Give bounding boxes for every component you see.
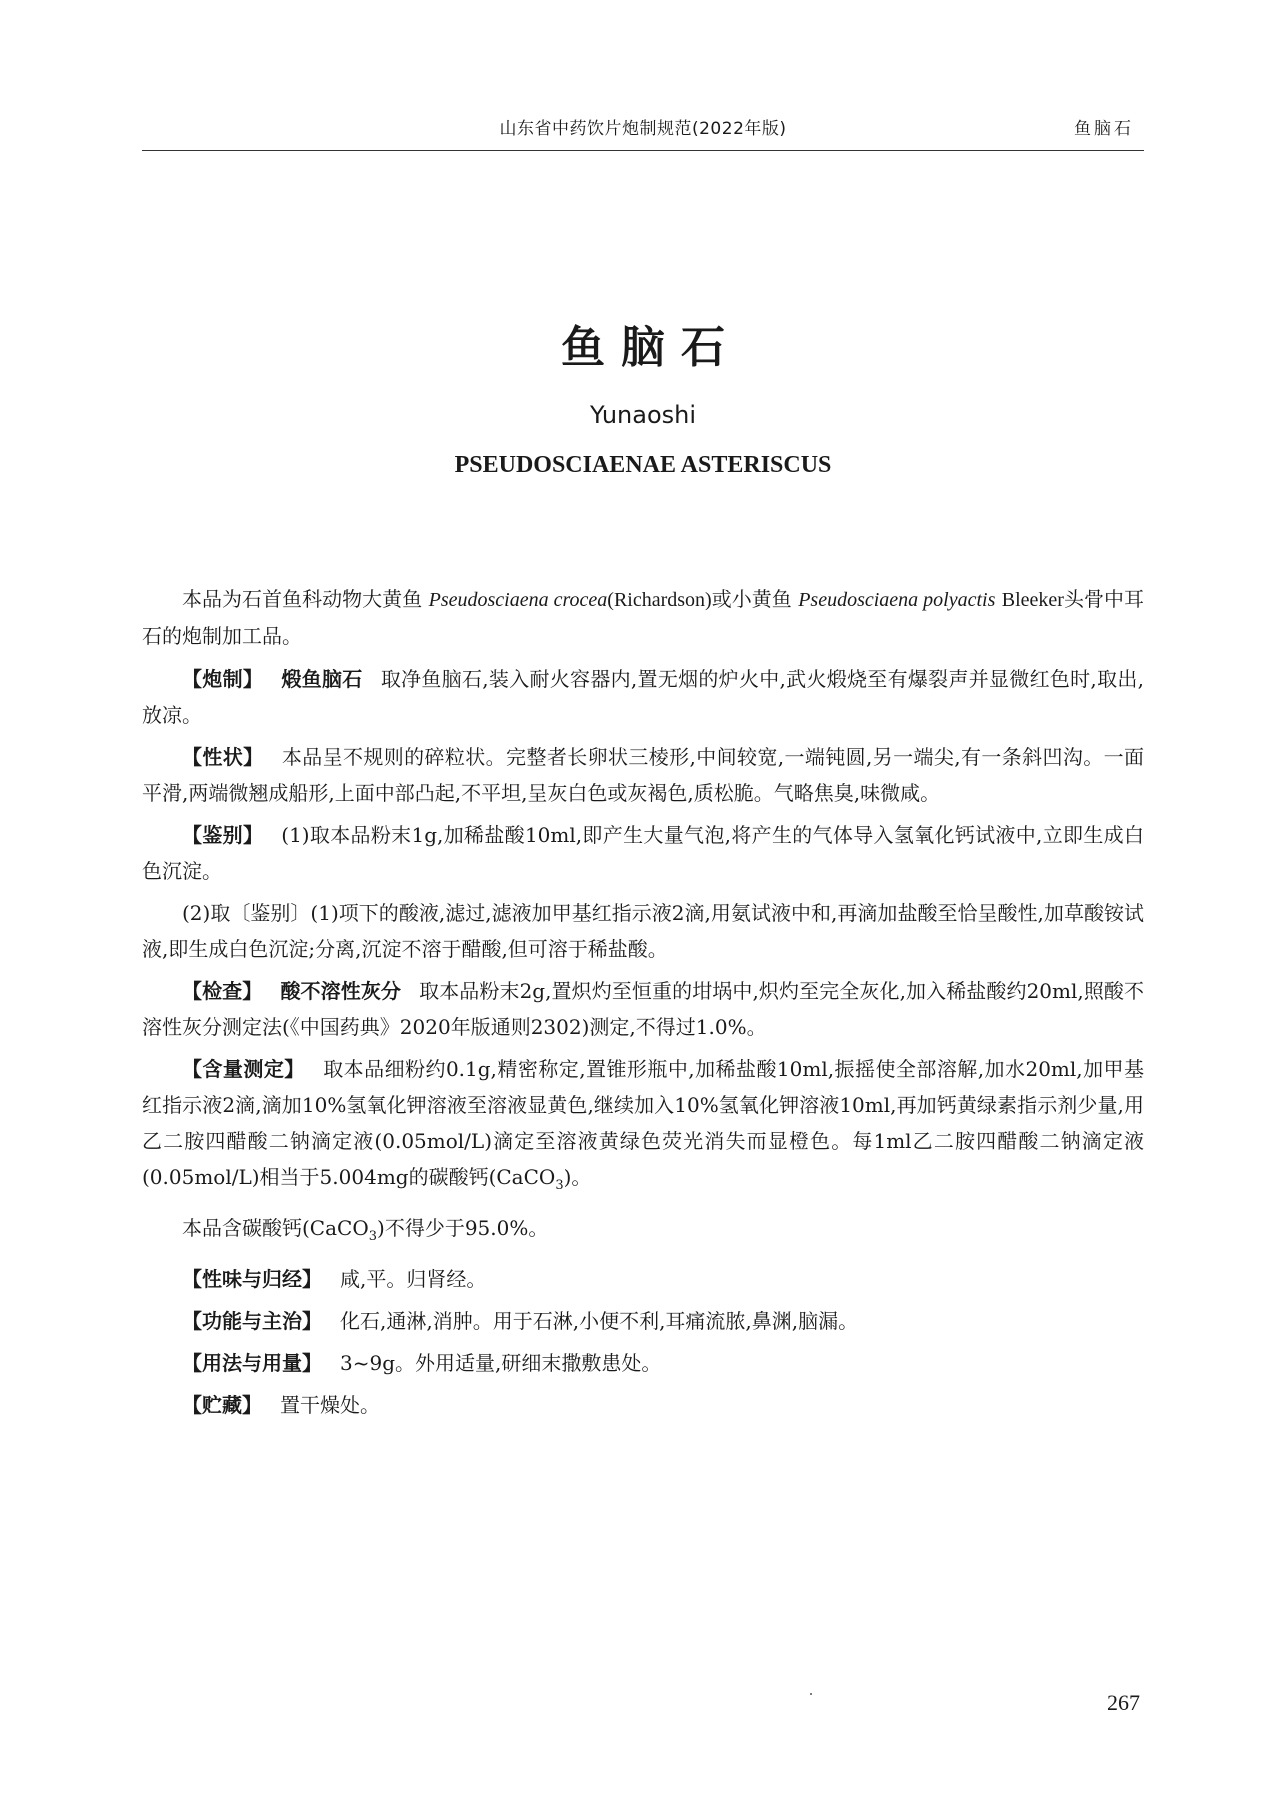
function-section xyxy=(142,1303,1144,1339)
inspection-item: 酸不溶性灰分 xyxy=(280,979,402,1003)
page-title: 鱼脑石 xyxy=(561,322,741,373)
header-book-title: 山东省中药饮片炮制规范(2022年版) xyxy=(499,119,787,139)
section-label-usage: 【用法与用量】 xyxy=(182,1351,322,1375)
running-header xyxy=(142,114,1144,151)
processing-section xyxy=(142,661,1144,733)
identification-item-2-paragraph xyxy=(142,895,1144,967)
species-name-1: Pseudosciaena crocea xyxy=(428,589,608,611)
assay-limit-pre: 本品含碳酸钙(CaCO xyxy=(182,1216,369,1240)
section-label-nature: 【性味与归经】 xyxy=(182,1267,322,1291)
page-number: 267 xyxy=(1107,1690,1140,1715)
usage-text: 3~9g。外用适量,研细末撒敷患处。 xyxy=(340,1351,662,1375)
processing-text: 取净鱼脑石,装入耐火容器内,置无烟的炉火中,武火煅烧至有爆裂声并显微红色时,取出,放凉。 xyxy=(142,667,1144,727)
assay-text-end: )。 xyxy=(563,1165,592,1189)
nature-text: 咸,平。归肾经。 xyxy=(340,1267,487,1291)
section-label-assay: 【含量测定】 xyxy=(182,1057,305,1081)
assay-subscript: 3 xyxy=(555,1178,564,1193)
section-label-inspection: 【检查】 xyxy=(182,979,263,1003)
assay-limit-subscript: 3 xyxy=(368,1229,378,1244)
scan-speck xyxy=(810,1693,812,1695)
assay-section xyxy=(142,1051,1144,1204)
assay-text: 取本品细粉约0.1g,精密称定,置锥形瓶中,加稀盐酸10ml,振摇使全部溶解,加水20ml,加甲基红指示液2滴,滴加10%氢氧化钾溶液至溶液显黄色,继续加入10%氢氧化钾溶液10ml,再加钙黄绿素指示剂少量,用乙二胺四醋酸二钠滴定液(0.05mol/L)滴定至溶液黄绿色荧光消失而显橙色。每1ml乙二胺四醋酸二钠滴定液(0.05mol/L)相当于5.004mg的碳酸钙(CaCO xyxy=(142,1057,1145,1189)
species-name-2: Pseudosciaena polyactis xyxy=(798,589,996,611)
processing-method: 煅鱼脑石 xyxy=(281,667,363,691)
intro-text-2: (Richardson)或小黄鱼 xyxy=(607,589,792,611)
header-entry-name: 鱼脑石 xyxy=(1074,119,1134,139)
description-section xyxy=(142,739,1144,811)
identification-item-2: (2)取〔鉴别〕(1)项下的酸液,滤过,滤液加甲基红指示液2滴,用氨试液中和,再滴加盐酸至恰呈酸性,加草酸铵试液,即生成白色沉淀;分离,沉淀不溶于醋酸,但可溶于稀盐酸。 xyxy=(142,901,1144,961)
intro-paragraph xyxy=(142,581,1144,655)
section-label-storage: 【贮藏】 xyxy=(182,1393,262,1417)
identification-section xyxy=(142,817,1144,889)
section-label-identification: 【鉴别】 xyxy=(182,823,264,847)
usage-section xyxy=(142,1345,1144,1381)
intro-text-1: 本品为石首鱼科动物大黄鱼 xyxy=(182,587,423,611)
pinyin-name: Yunaoshi xyxy=(589,401,697,429)
monograph-body xyxy=(142,581,1144,1429)
description-text: 本品呈不规则的碎粒状。完整者长卵状三棱形,中间较宽,一端钝圆,另一端尖,有一条斜凹沟。一面平滑,两端微翘成船形,上面中部凸起,不平坦,呈灰白色或灰褐色,质松脆。气略焦臭,味微咸。 xyxy=(142,745,1144,805)
inspection-section xyxy=(142,973,1144,1045)
storage-text: 置干燥处。 xyxy=(280,1393,380,1417)
identification-item-1: (1)取本品粉末1g,加稀盐酸10ml,即产生大量气泡,将产生的气体导入氢氧化钙试液中,立即生成白色沉淀。 xyxy=(142,823,1144,883)
inspection-text: 取本品粉末2g,置炽灼至恒重的坩埚中,炽灼至完全灰化,加入稀盐酸约20ml,照酸不溶性灰分测定法(《中国药典》2020年版通则2302)测定,不得过1.0%。 xyxy=(142,979,1145,1039)
section-label-function: 【功能与主治】 xyxy=(182,1309,322,1333)
section-label-processing: 【炮制】 xyxy=(182,667,264,691)
nature-section xyxy=(142,1261,1144,1297)
section-label-description: 【性状】 xyxy=(182,745,264,769)
assay-limit-post: )不得少于95.0%。 xyxy=(377,1216,549,1240)
latin-name: PSEUDOSCIAENAE ASTERISCUS xyxy=(454,452,832,478)
storage-section xyxy=(142,1387,1144,1423)
intro-text-3: Bleeker头骨中耳石的炮制加工品。 xyxy=(142,589,1145,648)
function-text: 化石,通淋,消肿。用于石淋,小便不利,耳痛流脓,鼻渊,脑漏。 xyxy=(340,1309,859,1333)
assay-limit xyxy=(142,1210,1144,1255)
title-block xyxy=(142,318,1144,480)
